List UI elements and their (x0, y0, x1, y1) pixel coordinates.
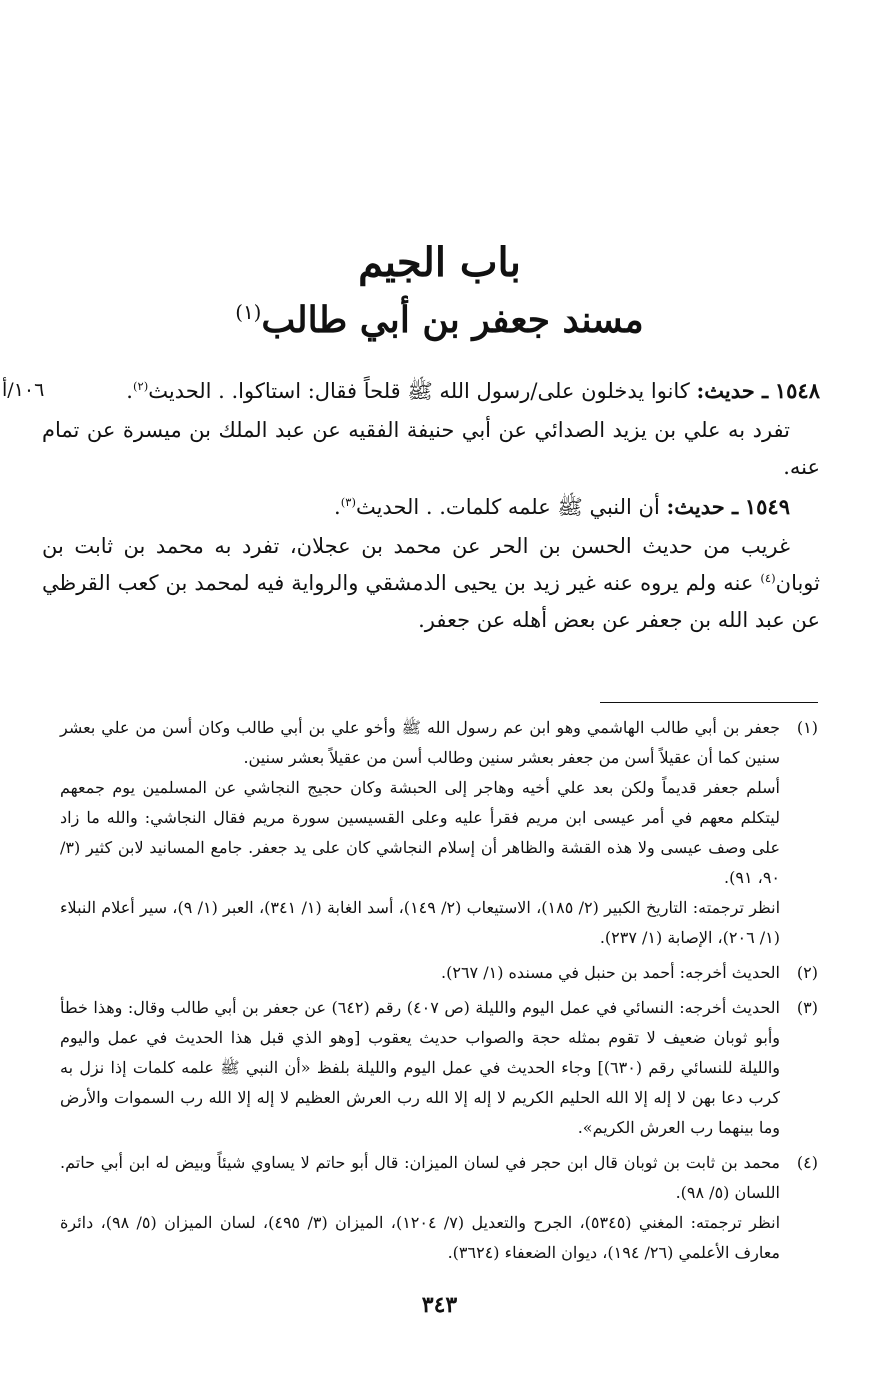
manuscript-folio-mark: ١٠٦/أ (2, 379, 45, 401)
footnote-4 (60, 1148, 818, 1268)
footnote-paragraph: انظر ترجمته: التاريخ الكبير (٢/ ١٨٥)، الاستيعاب (٢/ ١٤٩)، أسد الغابة (١/ ٣٤١)، العبر (١/ ٩)، سير أعلام النبلاء (١/ ٢٠٦)، الإصابة (١/ ٢٣٧). (60, 898, 781, 947)
footnote-number: (٢) (796, 963, 818, 982)
footnote-paragraph: محمد بن ثابت بن ثوبان قال ابن حجر في لسان الميزان: قال أبو حاتم لا يساوي شيئاً وبيض له ابن أبي حاتم. اللسان (٥/ ٩٨). (60, 1153, 781, 1202)
note-text: غريب من حديث الحسن بن الحر عن محمد بن عجلان، تفرد به محمد بن ثابت بن ثوبان (42, 534, 820, 595)
footnote-paragraph: انظر ترجمته: المغني (٥٣٤٥)، الجرح والتعديل (٧/ ١٢٠٤)، الميزان (٣/ ٤٩٥)، لسان الميزان (٥/ ٩٨)، دائرة معارف الأعلمي (٢٦/ ١٩٤)، ديوان الضعفاء (٣٦٢٤). (60, 1213, 781, 1262)
hadith-text: أن النبي ﷺ علمه كلمات. . الحديث (355, 495, 660, 519)
hadith-end: . (334, 495, 341, 519)
footnote-2 (60, 958, 818, 988)
hadith-1548 (2, 372, 820, 410)
title-block (0, 236, 879, 348)
hadith-footnote-ref: (٣) (340, 495, 356, 509)
footnotes (60, 713, 818, 1273)
note-text-continued: عنه ولم يروه عنه غير زيد بن يحيى الدمشقي والرواية فيه لمحمد بن كعب القرظي عن عبد الله بن جعفر عن بعض أهله عن جعفر. (42, 571, 820, 632)
page-number: ٣٤٣ (421, 1292, 458, 1318)
musnad-footnote-ref: (١) (235, 301, 262, 324)
musnad-title-text: مسند جعفر بن أبي طالب (261, 299, 644, 341)
hadith-1549-note (42, 528, 820, 639)
chapter-title: باب الجيم (358, 239, 521, 286)
main-text (2, 372, 820, 641)
footnote-paragraph: أسلم جعفر قديماً ولكن بعد علي أخيه وهاجر إلى الحبشة وكان حجيج النجاشي عن المسلمين يوم جمعهم ليتكلم معهم في أمر عيسى ابن مريم فقرأ عليه وعلى القسيسين سورة مريم فقال النجاشي: والله ما زاد على وصف عيسى ولا هذه القشة والظاهر أن إسلام النجاشي كان على يد جعفر. جامع المسانيد لابن كثير (٣/ ٩٠، ٩١). (60, 778, 780, 887)
note-footnote-ref: (٤) (760, 571, 776, 585)
footnote-number: (٤) (796, 1153, 818, 1172)
footnote-paragraph: جعفر بن أبي طالب الهاشمي وهو ابن عم رسول الله ﷺ وأخو علي بن أبي طالب وكان أسن من علي بعشر سنين كما أن عقيلاً أسن من جعفر بعشر سنين وطالب أسن من عقيلاً بعشر سنين. (60, 718, 780, 767)
hadith-label: ـ حديث: (666, 494, 739, 519)
footnote-number: (٣) (796, 998, 818, 1017)
footnote-3 (60, 993, 818, 1143)
hadith-1549 (42, 488, 820, 526)
hadith-1548-note: تفرد به علي بن يزيد الصدائي عن أبي حنيفة الفقيه عن عبد الملك بن ميسرة عن تمام عنه. (42, 418, 820, 479)
footnote-paragraph: الحديث أخرجه: أحمد بن حنبل في مسنده (١/ ٢٦٧). (441, 963, 780, 982)
musnad-title (0, 292, 879, 348)
hadith-text: كانوا يدخلون على/رسول الله ﷺ قلحاً فقال: استاكوا. . الحديث (148, 379, 690, 403)
hadith-label: ـ حديث: (696, 378, 769, 403)
hadith-number: ١٥٤٨ (774, 378, 820, 403)
footnote-paragraph: الحديث أخرجه: النسائي في عمل اليوم والليلة (ص ٤٠٧) رقم (٦٤٢) عن جعفر بن أبي طالب وقال: وهذا خطأ وأبو ثوبان ضعيف لا تقوم بمثله حجة والصواب حديث يعقوب [وهو الذي قبل هذا الحديث في عمل واليوم والليلة للنسائي رقم (٦٣٠)] وجاء الحديث في عمل اليوم والليلة بلفظ «أن النبي ﷺ علمه كلمات إذا نزل به كرب دعا بهن لا إله إلا الله الحليم الكريم لا إله إلا الله رب العرش العظيم لا إله إلا الله رب السموات والأرض وما بينهما رب العرش الكريم». (60, 998, 780, 1137)
hadith-end: . (126, 379, 133, 403)
footnote-1 (60, 713, 818, 953)
hadith-number: ١٥٤٩ (744, 494, 790, 519)
footnote-separator (600, 702, 818, 703)
footnote-number: (١) (796, 718, 818, 737)
hadith-footnote-ref: (٢) (132, 379, 149, 393)
